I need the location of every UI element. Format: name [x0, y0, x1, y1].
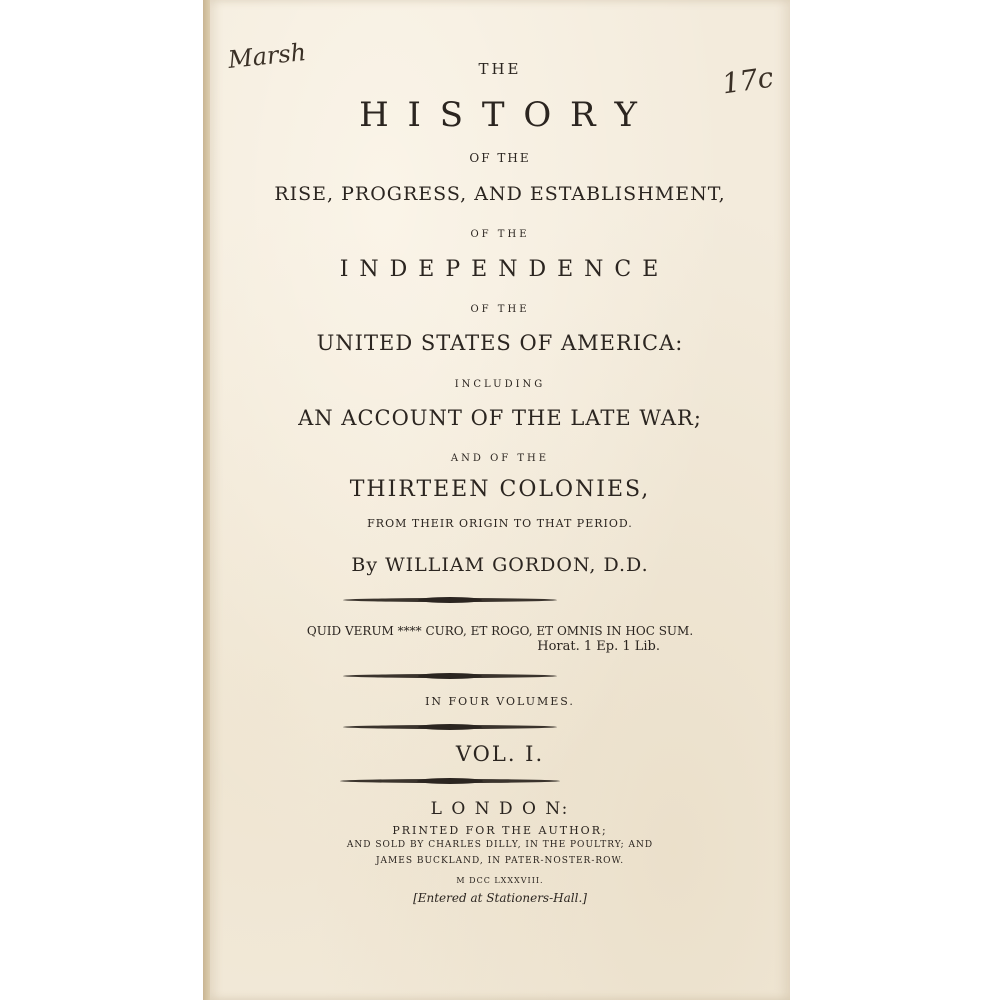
imprint-printed-for: PRINTED FOR THE AUTHOR; — [392, 824, 608, 837]
title-of-the-3: OF THE — [470, 304, 530, 315]
author-line: By WILLIAM GORDON, D.D. — [351, 554, 649, 576]
owner-signature: Marsh — [226, 37, 308, 75]
imprint-buckland: JAMES BUCKLAND, IN PATER-NOSTER-ROW. — [375, 856, 625, 866]
title-the: THE — [478, 60, 522, 78]
divider-rule-3 — [343, 725, 557, 729]
price-mark: 17c — [719, 60, 776, 101]
title-of-the-2: OF THE — [470, 229, 530, 240]
volumes-line: IN FOUR VOLUMES. — [425, 695, 575, 708]
title-account: AN ACCOUNT OF THE LATE WAR; — [298, 406, 702, 430]
title-united-states: UNITED STATES OF AMERICA: — [316, 331, 684, 355]
divider-rule-1 — [343, 598, 557, 602]
motto-source: Horat. 1 Ep. 1 Lib. — [537, 639, 660, 654]
motto: QUID VERUM **** CURO, ET ROGO, ET OMNIS IN HOC SUM. — [306, 624, 694, 638]
imprint-sold-by: AND SOLD BY CHARLES DILLY, IN THE POULTRY; AND — [346, 840, 654, 850]
volume-number: VOL. I. — [455, 742, 545, 766]
title-subject: RISE, PROGRESS, AND ESTABLISHMENT, — [274, 183, 726, 205]
title-of-the-1: OF THE — [469, 151, 531, 165]
divider-rule-2 — [343, 674, 557, 678]
title-including: INCLUDING — [454, 379, 546, 390]
title-independence: I N D E P E N D E N C E — [339, 257, 661, 282]
divider-rule-4 — [340, 779, 560, 783]
title-history: H I S T O R Y — [359, 95, 641, 135]
title-thirteen: THIRTEEN COLONIES, — [349, 477, 651, 502]
title-origin: FROM THEIR ORIGIN TO THAT PERIOD. — [367, 517, 633, 530]
imprint-entered: [Entered at Stationers-Hall.] — [413, 891, 587, 905]
imprint-city: L O N D O N: — [430, 799, 570, 819]
imprint-year: M DCC LXXXVIII. — [456, 876, 544, 885]
title-and-of-the: AND OF THE — [450, 453, 550, 464]
title-page — [210, 0, 790, 1000]
